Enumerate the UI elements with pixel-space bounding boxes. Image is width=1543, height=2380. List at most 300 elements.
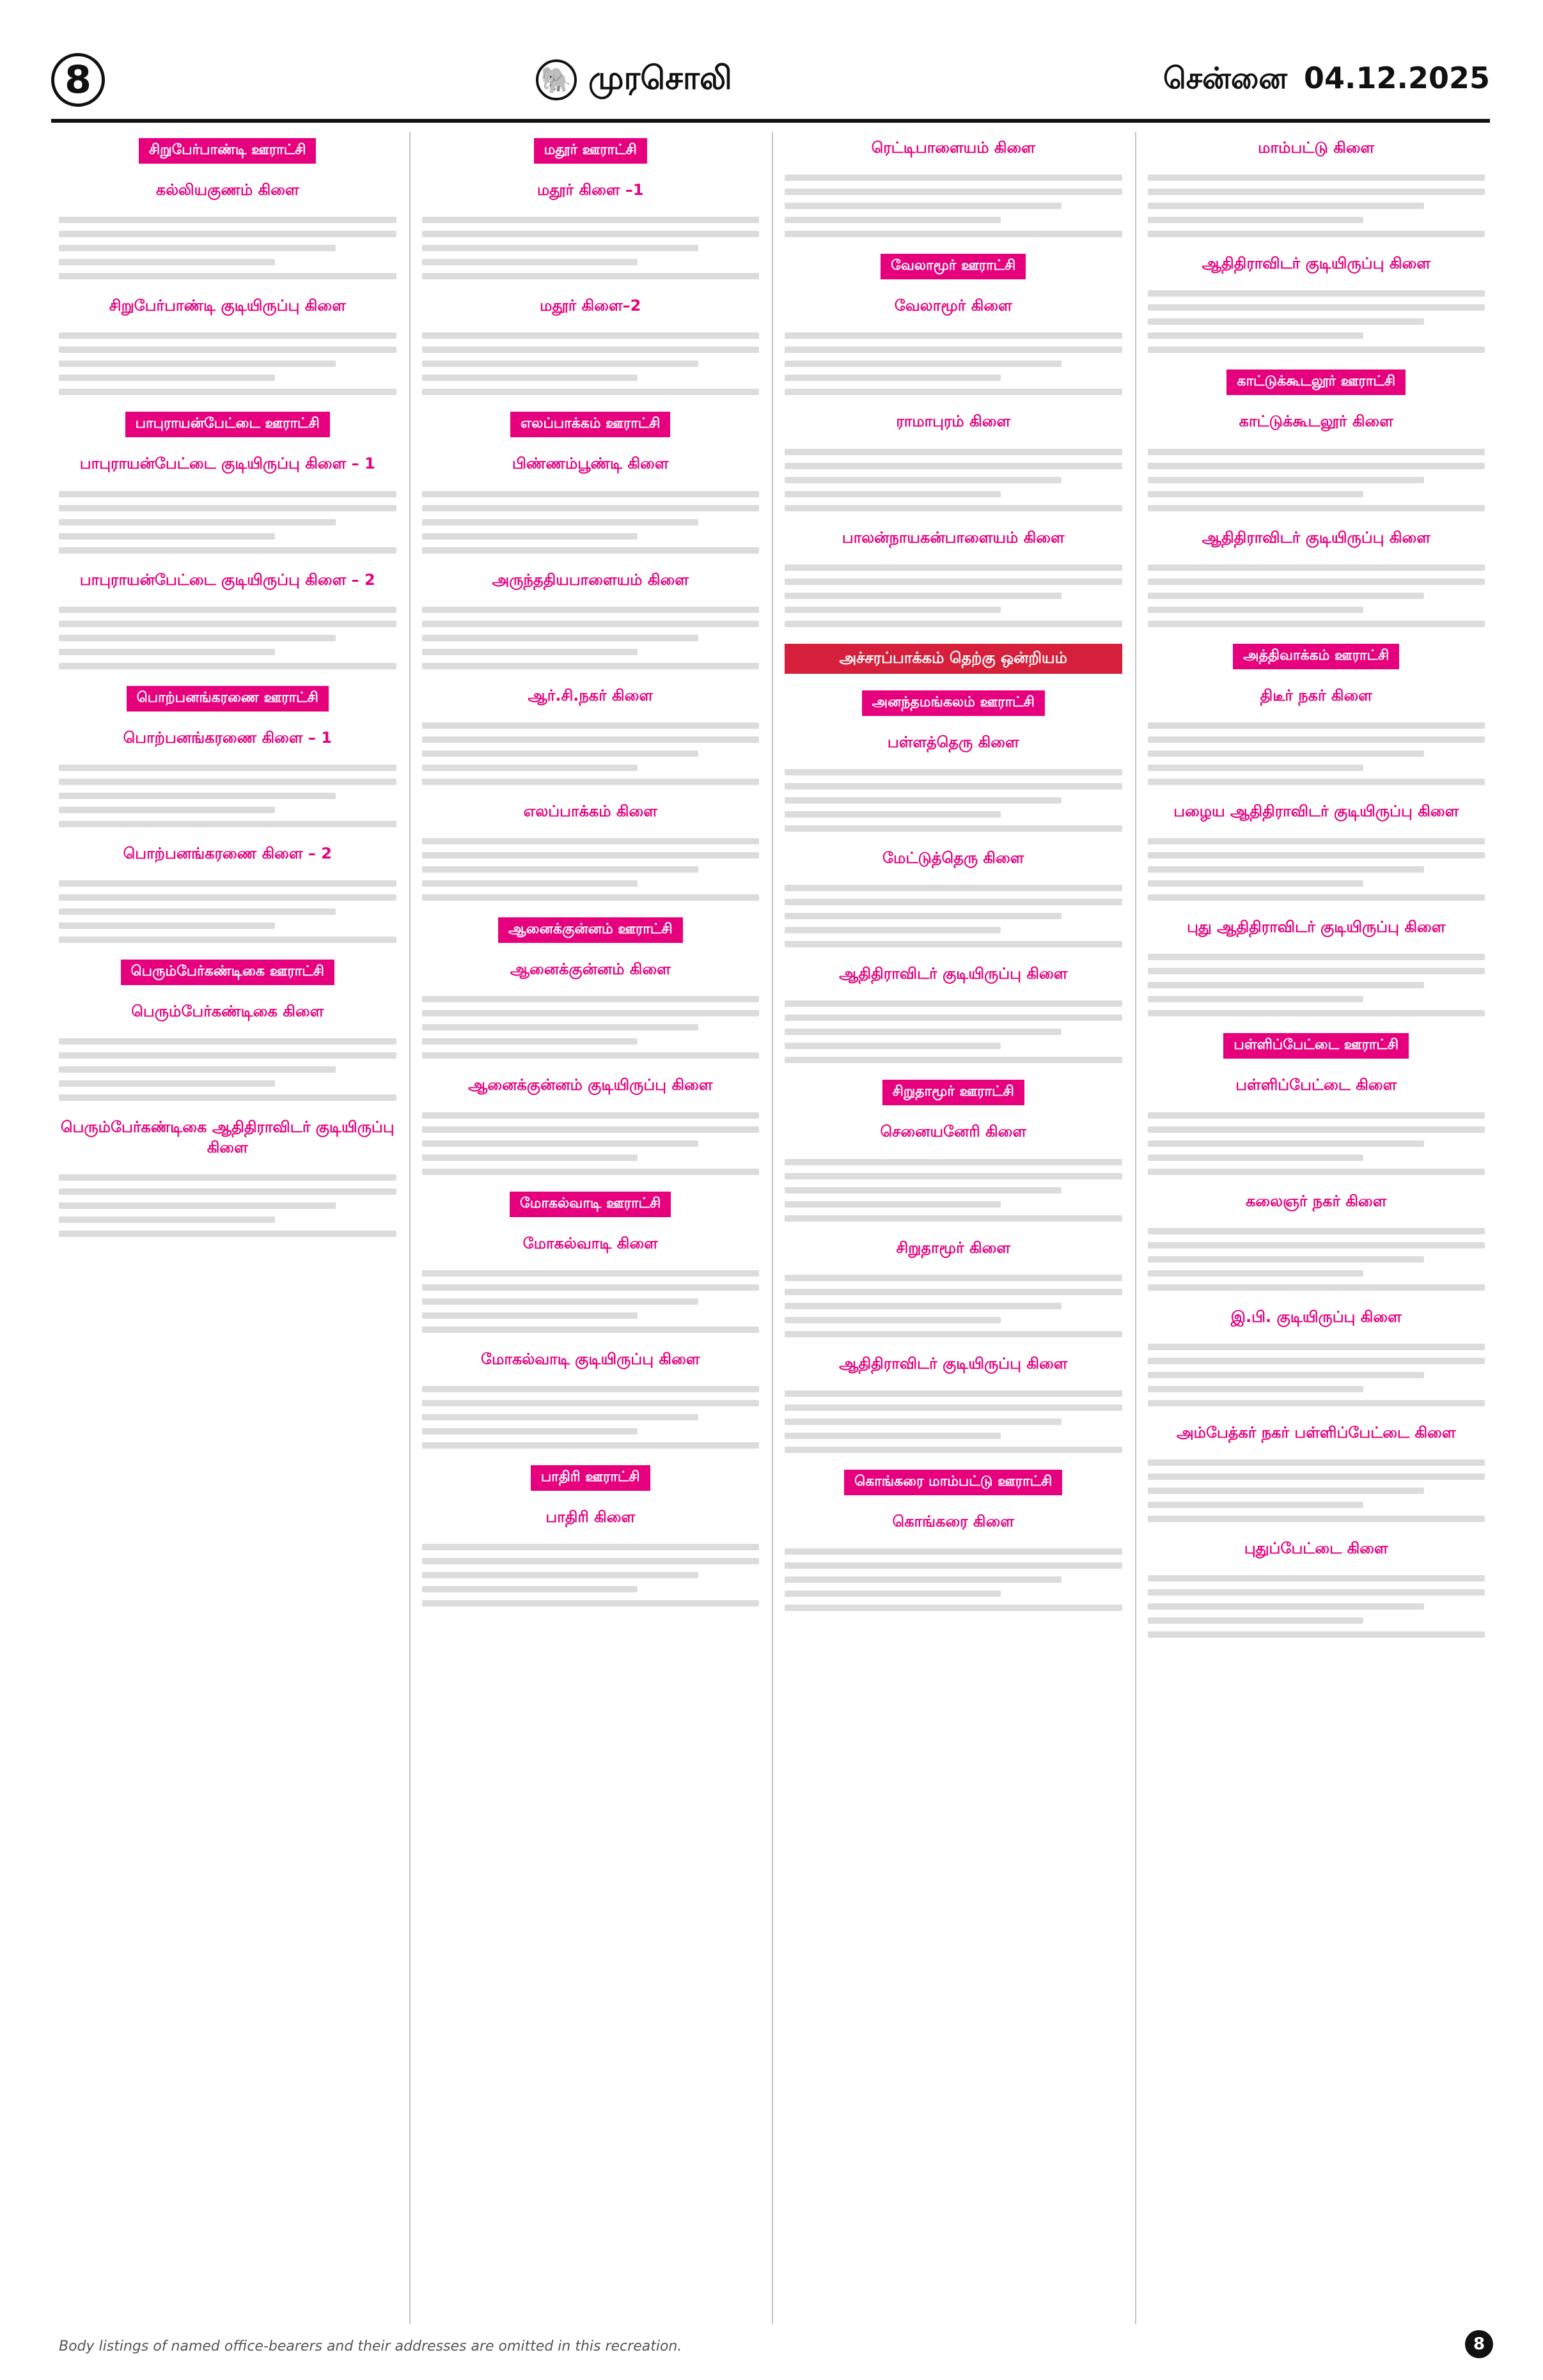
placeholder-line xyxy=(785,1275,1122,1281)
placeholder-line xyxy=(59,375,275,381)
placeholder-line xyxy=(59,547,396,554)
placeholder-line xyxy=(1148,1400,1485,1406)
omitted-listing-placeholder xyxy=(1148,564,1485,627)
placeholder-line xyxy=(785,449,1122,455)
branch-heading: ரெட்டிபாளையம் கிளை xyxy=(871,139,1035,157)
branch-heading: மோகல்வாடி கிளை xyxy=(522,1234,658,1252)
branch-heading: கொங்கரை கிளை xyxy=(892,1512,1014,1530)
branch-heading: ஆதிதிராவிடர் குடியிருப்பு கிளை xyxy=(1202,528,1430,547)
placeholder-line xyxy=(422,1600,760,1606)
placeholder-line xyxy=(422,1326,760,1333)
panchayat-heading: அனந்தமங்கலம் ஊராட்சி xyxy=(862,690,1045,716)
branch-heading: பிண்ணம்பூண்டி கிளை xyxy=(512,455,669,473)
placeholder-line xyxy=(1148,564,1485,571)
placeholder-line xyxy=(422,1428,638,1435)
branch-heading: ஆர்.சி.நகர் கிளை xyxy=(528,686,654,704)
placeholder-line xyxy=(785,332,1122,339)
placeholder-line xyxy=(785,797,1061,804)
omitted-listing-placeholder xyxy=(1148,1575,1485,1638)
placeholder-line xyxy=(422,1312,638,1319)
placeholder-line xyxy=(785,505,1122,511)
placeholder-line xyxy=(59,259,275,265)
placeholder-line xyxy=(785,477,1061,483)
placeholder-line xyxy=(785,1057,1122,1063)
branch-heading: வேலாமூர் கிளை xyxy=(894,297,1012,315)
placeholder-line xyxy=(422,1284,760,1291)
placeholder-line xyxy=(1148,722,1485,729)
placeholder-line xyxy=(1148,751,1425,757)
placeholder-line xyxy=(422,765,638,771)
placeholder-line xyxy=(59,894,396,901)
placeholder-line xyxy=(1148,765,1364,771)
placeholder-line xyxy=(1148,1169,1485,1175)
panchayat-heading: ஆனைக்குன்னம் ஊராட்சி xyxy=(498,917,683,943)
placeholder-line xyxy=(1148,346,1485,353)
placeholder-line xyxy=(422,491,760,497)
placeholder-line xyxy=(422,273,760,279)
omitted-listing-placeholder xyxy=(1148,722,1485,785)
placeholder-line xyxy=(422,1572,699,1578)
placeholder-line xyxy=(785,217,1001,223)
placeholder-line xyxy=(422,1558,760,1564)
placeholder-line xyxy=(1148,231,1485,237)
placeholder-line xyxy=(785,825,1122,832)
placeholder-line xyxy=(422,259,638,265)
placeholder-line xyxy=(422,1140,699,1147)
placeholder-line xyxy=(422,996,760,1002)
panchayat-heading: காட்டுக்கூடலூர் ஊராட்சி xyxy=(1226,369,1406,395)
omission-note: Body listings of named office-bearers and their addresses are omitted in this recreation. xyxy=(59,2338,682,2354)
branch-heading: புதுப்பேட்டை கிளை xyxy=(1244,1539,1388,1558)
placeholder-line xyxy=(785,1015,1122,1021)
placeholder-line xyxy=(422,245,699,251)
placeholder-line xyxy=(785,1173,1122,1179)
branch-heading: இ.பி. குடியிருப்பு கிளை xyxy=(1230,1307,1402,1326)
placeholder-line xyxy=(1148,866,1425,873)
placeholder-line xyxy=(59,519,336,525)
placeholder-line xyxy=(422,1442,760,1449)
branch-heading: பள்ளிப்பேட்டை கிளை xyxy=(1235,1076,1397,1094)
placeholder-line xyxy=(1148,332,1364,339)
omitted-listing-placeholder xyxy=(785,564,1122,627)
placeholder-line xyxy=(785,1029,1061,1035)
placeholder-line xyxy=(422,361,699,367)
placeholder-line xyxy=(422,880,638,887)
branch-heading: ஆதிதிராவிடர் குடியிருப்பு கிளை xyxy=(839,965,1068,983)
placeholder-line xyxy=(1148,1502,1364,1508)
placeholder-line xyxy=(1148,203,1425,209)
placeholder-line xyxy=(59,346,396,353)
placeholder-line xyxy=(785,913,1061,919)
placeholder-line xyxy=(422,1010,760,1016)
placeholder-line xyxy=(1148,838,1485,844)
omitted-listing-placeholder xyxy=(1148,290,1485,353)
placeholder-line xyxy=(59,1188,396,1195)
placeholder-line xyxy=(1148,607,1364,613)
placeholder-line xyxy=(785,1548,1122,1555)
placeholder-line xyxy=(59,231,396,237)
placeholder-line xyxy=(785,463,1122,469)
branch-heading: ஆனைக்குன்னம் குடியிருப்பு கிளை xyxy=(468,1076,713,1094)
placeholder-line xyxy=(422,621,760,627)
branch-heading: மோகல்வாடி குடியிருப்பு கிளை xyxy=(481,1349,700,1368)
panchayat-heading-wrap xyxy=(422,917,760,943)
branch-heading: பெரும்பேர்கண்டிகை ஆதிதிராவிடர் குடியிருப்பு கிளை xyxy=(60,1118,395,1156)
branch-heading: அருந்ததியபாளையம் கிளை xyxy=(492,570,689,589)
panchayat-heading: பெரும்பேர்கண்டிகை ஊராட்சி xyxy=(121,960,335,985)
placeholder-line xyxy=(1148,449,1485,455)
branch-heading: மதூர் கிளை –1 xyxy=(537,181,644,199)
branch-heading: மதூர் கிளை–2 xyxy=(540,297,641,315)
branch-heading: பொற்பனங்கரணை கிளை – 1 xyxy=(123,728,332,747)
placeholder-line xyxy=(1148,1516,1485,1522)
placeholder-line xyxy=(59,389,396,395)
placeholder-line xyxy=(422,1155,638,1161)
panchayat-heading: அத்திவாக்கம் ஊராட்சி xyxy=(1233,644,1399,669)
omitted-listing-placeholder xyxy=(59,217,396,279)
placeholder-line xyxy=(59,1038,396,1045)
placeholder-line xyxy=(59,821,396,827)
omitted-listing-placeholder xyxy=(59,765,396,827)
placeholder-line xyxy=(1148,1010,1485,1016)
city: சென்னை xyxy=(1163,60,1287,95)
placeholder-line xyxy=(1148,968,1485,974)
masthead xyxy=(51,45,1490,115)
branch-heading: பாபுராயன்பேட்டை குடியிருப்பு கிளை – 2 xyxy=(79,570,375,589)
placeholder-line xyxy=(422,838,760,844)
placeholder-line xyxy=(1148,318,1425,325)
placeholder-line xyxy=(422,1400,760,1406)
omitted-listing-placeholder xyxy=(1148,1344,1485,1406)
placeholder-line xyxy=(1148,1603,1425,1610)
panchayat-heading: மதூர் ஊராட்சி xyxy=(534,138,647,164)
omitted-listing-placeholder xyxy=(422,1112,760,1175)
panchayat-heading: எலப்பாக்கம் ஊராட்சி xyxy=(510,412,670,437)
panchayat-heading: மோகல்வாடி ஊராட்சி xyxy=(510,1192,671,1217)
placeholder-line xyxy=(785,927,1001,933)
panchayat-heading-wrap xyxy=(59,686,396,712)
placeholder-line xyxy=(422,346,760,353)
omitted-listing-placeholder xyxy=(1148,954,1485,1016)
omitted-listing-placeholder xyxy=(422,1270,760,1333)
omitted-listing-placeholder xyxy=(785,332,1122,395)
placeholder-line xyxy=(785,389,1122,395)
placeholder-line xyxy=(1148,1372,1425,1378)
placeholder-line xyxy=(422,852,760,859)
placeholder-line xyxy=(1148,579,1485,585)
placeholder-line xyxy=(1148,1631,1485,1638)
branch-heading: திடீர் நகர் கிளை xyxy=(1260,686,1372,704)
placeholder-line xyxy=(785,1289,1122,1295)
placeholder-line xyxy=(422,607,760,613)
placeholder-line xyxy=(785,175,1122,181)
placeholder-line xyxy=(59,635,336,641)
placeholder-line xyxy=(422,736,760,743)
placeholder-line xyxy=(785,811,1001,818)
placeholder-line xyxy=(785,1303,1061,1309)
placeholder-line xyxy=(1148,1228,1485,1234)
omitted-listing-placeholder xyxy=(1148,449,1485,511)
placeholder-line xyxy=(785,1187,1061,1194)
placeholder-line xyxy=(1148,1284,1485,1291)
panchayat-heading-wrap xyxy=(422,412,760,437)
omitted-listing-placeholder xyxy=(59,1174,396,1237)
placeholder-line xyxy=(1148,996,1364,1002)
placeholder-line xyxy=(422,389,760,395)
panchayat-heading-wrap xyxy=(785,254,1122,279)
placeholder-line xyxy=(1148,1358,1485,1364)
branch-heading: மேட்டுத்தெரு கிளை xyxy=(882,848,1024,867)
masthead-rule xyxy=(51,119,1490,123)
omitted-listing-placeholder xyxy=(422,838,760,901)
branch-heading: சிறுபேர்பாண்டி குடியிருப்பு கிளை xyxy=(109,297,346,315)
placeholder-line xyxy=(1148,1386,1364,1392)
omitted-listing-placeholder xyxy=(785,175,1122,237)
placeholder-line xyxy=(785,885,1122,891)
placeholder-line xyxy=(59,908,336,915)
column-1 xyxy=(59,132,396,2324)
branch-heading: பொற்பனங்கரணை கிளை – 2 xyxy=(123,844,332,862)
placeholder-line xyxy=(422,649,638,655)
placeholder-line xyxy=(422,663,760,669)
placeholder-line xyxy=(59,1094,396,1101)
placeholder-line xyxy=(59,1202,336,1209)
panchayat-heading: வேலாமூர் ஊராட்சி xyxy=(881,254,1026,279)
omitted-listing-placeholder xyxy=(785,1548,1122,1611)
placeholder-line xyxy=(422,332,760,339)
omitted-listing-placeholder xyxy=(59,880,396,943)
placeholder-line xyxy=(785,1562,1122,1569)
branch-heading: கலைஞர் நகர் கிளை xyxy=(1246,1192,1387,1210)
placeholder-line xyxy=(1148,1126,1485,1133)
placeholder-line xyxy=(785,1419,1061,1425)
omitted-listing-placeholder xyxy=(422,1386,760,1449)
placeholder-line xyxy=(785,1576,1061,1583)
dateline xyxy=(1163,61,1490,100)
placeholder-line xyxy=(1148,1617,1364,1624)
placeholder-line xyxy=(422,894,760,901)
placeholder-line xyxy=(785,621,1122,627)
placeholder-line xyxy=(785,1433,1001,1439)
footer-page-number: 8 xyxy=(1465,2330,1493,2358)
omitted-listing-placeholder xyxy=(422,332,760,395)
omitted-listing-placeholder xyxy=(785,1390,1122,1453)
panchayat-heading-wrap xyxy=(785,690,1122,716)
branch-heading: பெரும்பேர்கண்டிகை கிளை xyxy=(131,1002,324,1021)
placeholder-line xyxy=(1148,779,1485,785)
placeholder-line xyxy=(1148,621,1485,627)
placeholder-line xyxy=(422,866,699,873)
placeholder-line xyxy=(59,1174,396,1181)
panchayat-heading-wrap xyxy=(1148,369,1485,395)
placeholder-line xyxy=(1148,1459,1485,1466)
omitted-listing-placeholder xyxy=(59,491,396,554)
placeholder-line xyxy=(785,1331,1122,1337)
union-heading: அச்சரப்பாக்கம் தெற்கு ஒன்றியம் xyxy=(785,644,1122,674)
placeholder-line xyxy=(422,1270,760,1277)
placeholder-line xyxy=(59,1217,275,1223)
omitted-listing-placeholder xyxy=(1148,175,1485,237)
omitted-listing-placeholder xyxy=(1148,1459,1485,1522)
placeholder-line xyxy=(422,722,760,729)
elephant-logo-icon: 🐘 xyxy=(536,59,577,100)
omitted-listing-placeholder xyxy=(422,996,760,1059)
panchayat-heading-wrap xyxy=(422,1465,760,1491)
placeholder-line xyxy=(785,579,1122,585)
omitted-listing-placeholder xyxy=(785,449,1122,511)
placeholder-line xyxy=(422,1112,760,1119)
placeholder-line xyxy=(785,1591,1001,1597)
placeholder-line xyxy=(785,491,1001,497)
panchayat-heading-wrap xyxy=(422,138,760,164)
placeholder-line xyxy=(785,941,1122,947)
panchayat-heading: கொங்கரை மாம்பட்டு ஊராட்சி xyxy=(844,1470,1062,1495)
omitted-listing-placeholder xyxy=(785,885,1122,947)
placeholder-line xyxy=(1148,1256,1425,1263)
placeholder-line xyxy=(1148,736,1485,743)
article-columns xyxy=(59,132,1485,2324)
placeholder-line xyxy=(1148,491,1364,497)
branch-heading: அம்பேத்கர் நகர் பள்ளிப்பேட்டை கிளை xyxy=(1176,1423,1456,1442)
placeholder-line xyxy=(785,1159,1122,1165)
placeholder-line xyxy=(422,779,760,785)
placeholder-line xyxy=(422,1544,760,1550)
omitted-listing-placeholder xyxy=(785,769,1122,832)
placeholder-line xyxy=(422,505,760,511)
branch-heading: பாபுராயன்பேட்டை குடியிருப்பு கிளை – 1 xyxy=(79,455,375,473)
panchayat-heading-wrap xyxy=(785,1470,1122,1495)
branch-heading: பாதிரி கிளை xyxy=(545,1507,636,1526)
placeholder-line xyxy=(785,899,1122,905)
placeholder-line xyxy=(1148,1589,1485,1596)
branch-heading: செனையனேரி கிளை xyxy=(880,1123,1026,1141)
placeholder-line xyxy=(785,203,1061,209)
placeholder-line xyxy=(785,1000,1122,1007)
branch-heading: ராமாபுரம் கிளை xyxy=(896,412,1011,431)
column-4 xyxy=(1135,132,1485,2324)
placeholder-line xyxy=(59,491,396,497)
placeholder-line xyxy=(1148,1140,1425,1147)
placeholder-line xyxy=(59,505,396,511)
branch-heading: பாலன்நாயகன்பாளையம் கிளை xyxy=(842,528,1065,547)
placeholder-line xyxy=(59,807,275,813)
placeholder-line xyxy=(422,533,638,540)
branch-heading: புது ஆதிதிராவிடர் குடியிருப்பு கிளை xyxy=(1187,918,1446,937)
placeholder-line xyxy=(1148,1112,1485,1119)
placeholder-line xyxy=(422,217,760,223)
placeholder-line xyxy=(59,1231,396,1237)
placeholder-line xyxy=(59,607,396,613)
branch-heading: ஆதிதிராவிடர் குடியிருப்பு கிளை xyxy=(839,1354,1068,1373)
panchayat-heading-wrap xyxy=(785,1080,1122,1105)
placeholder-line xyxy=(59,621,396,627)
placeholder-line xyxy=(785,607,1001,613)
placeholder-line xyxy=(1148,1474,1485,1480)
placeholder-line xyxy=(785,769,1122,775)
placeholder-line xyxy=(59,361,336,367)
brand xyxy=(536,59,732,101)
placeholder-line xyxy=(422,1169,760,1175)
placeholder-line xyxy=(59,922,275,929)
panchayat-heading-wrap xyxy=(59,412,396,437)
panchayat-heading: சிறுபேர்பாண்டி ஊராட்சி xyxy=(139,138,316,164)
paper-name: முரசொலி xyxy=(588,59,732,97)
branch-heading: எலப்பாக்கம் கிளை xyxy=(523,802,657,820)
placeholder-line xyxy=(785,1201,1001,1208)
panchayat-heading-wrap xyxy=(1148,1033,1485,1059)
placeholder-line xyxy=(1148,189,1485,195)
omitted-listing-placeholder xyxy=(59,332,396,395)
issue-date: 04.12.2025 xyxy=(1303,60,1490,95)
branch-heading: காட்டுக்கூடலூர் கிளை xyxy=(1239,412,1393,431)
omitted-listing-placeholder xyxy=(785,1000,1122,1063)
placeholder-line xyxy=(1148,175,1485,181)
placeholder-line xyxy=(785,189,1122,195)
placeholder-line xyxy=(59,937,396,943)
panchayat-heading: பாபுராயன்பேட்டை ஊராட்சி xyxy=(125,412,330,437)
placeholder-line xyxy=(422,231,760,237)
placeholder-line xyxy=(59,1066,336,1073)
placeholder-line xyxy=(785,1043,1001,1049)
placeholder-line xyxy=(422,1386,760,1392)
placeholder-line xyxy=(59,533,275,540)
placeholder-line xyxy=(1148,505,1485,511)
placeholder-line xyxy=(1148,593,1425,599)
placeholder-line xyxy=(422,375,638,381)
placeholder-line xyxy=(785,361,1061,367)
placeholder-line xyxy=(1148,1270,1364,1277)
panchayat-heading-wrap xyxy=(59,960,396,985)
placeholder-line xyxy=(785,375,1001,381)
placeholder-line xyxy=(422,1298,699,1305)
column-2 xyxy=(409,132,760,2324)
placeholder-line xyxy=(59,245,336,251)
placeholder-line xyxy=(785,1605,1122,1611)
placeholder-line xyxy=(1148,1488,1425,1494)
page-number: 8 xyxy=(51,53,105,107)
placeholder-line xyxy=(785,1447,1122,1453)
placeholder-line xyxy=(59,880,396,887)
placeholder-line xyxy=(1148,954,1485,960)
omitted-listing-placeholder xyxy=(422,217,760,279)
placeholder-line xyxy=(785,346,1122,353)
panchayat-heading-wrap xyxy=(59,138,396,164)
omitted-listing-placeholder xyxy=(422,1544,760,1606)
placeholder-line xyxy=(59,779,396,785)
placeholder-line xyxy=(785,783,1122,789)
placeholder-line xyxy=(422,1024,699,1031)
placeholder-line xyxy=(785,1390,1122,1397)
omitted-listing-placeholder xyxy=(59,1038,396,1101)
placeholder-line xyxy=(1148,1344,1485,1350)
panchayat-heading: பள்ளிப்பேட்டை ஊராட்சி xyxy=(1223,1033,1409,1059)
omitted-listing-placeholder xyxy=(422,607,760,669)
placeholder-line xyxy=(59,663,396,669)
placeholder-line xyxy=(1148,477,1425,483)
panchayat-heading: பாதிரி ஊராட்சி xyxy=(531,1465,650,1491)
branch-heading: சிறுதாமூர் கிளை xyxy=(896,1238,1011,1257)
placeholder-line xyxy=(422,1586,638,1592)
placeholder-line xyxy=(785,1404,1122,1411)
panchayat-heading: பொற்பனங்கரணை ஊராட்சி xyxy=(127,686,329,712)
omitted-listing-placeholder xyxy=(1148,1228,1485,1291)
placeholder-line xyxy=(1148,1155,1364,1161)
omitted-listing-placeholder xyxy=(785,1159,1122,1222)
placeholder-line xyxy=(785,593,1061,599)
placeholder-line xyxy=(422,547,760,554)
branch-heading: பழைய ஆதிதிராவிடர் குடியிருப்பு கிளை xyxy=(1173,802,1459,820)
branch-heading: ஆதிதிராவிடர் குடியிருப்பு கிளை xyxy=(1202,254,1430,273)
